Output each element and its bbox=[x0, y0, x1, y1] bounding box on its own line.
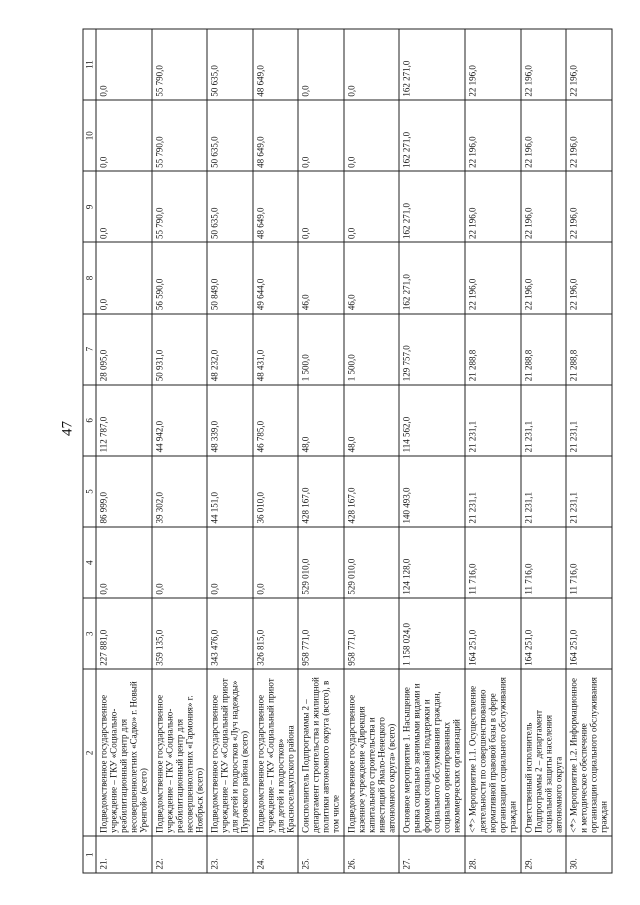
total-cell: 326 815,0 bbox=[252, 598, 298, 669]
year-cell: 48 649,0 bbox=[252, 100, 298, 171]
row-number-cell: 24. bbox=[252, 836, 298, 873]
table-row bbox=[207, 29, 253, 873]
header-cell: 11 bbox=[83, 29, 96, 100]
year-cell: 112 787,0 bbox=[96, 384, 152, 455]
total-cell: 164 251,0 bbox=[465, 598, 521, 669]
year-cell: 49 644,0 bbox=[252, 242, 298, 313]
year-cell: 21 231,1 bbox=[520, 455, 566, 526]
header-cell: 6 bbox=[83, 384, 96, 455]
year-cell: 50 635,0 bbox=[207, 100, 253, 171]
description-cell: Подведомственное государственное учреждение – ГКУ «Социальный приют для детей и подростков «Луч надежды» Пуровского района (всего) bbox=[207, 669, 253, 836]
year-cell: 22 196,0 bbox=[566, 171, 612, 242]
header-cell: 4 bbox=[83, 527, 96, 598]
year-cell: 48 649,0 bbox=[252, 171, 298, 242]
year-cell: 11 716,0 bbox=[520, 527, 566, 598]
year-cell: 22 196,0 bbox=[465, 100, 521, 171]
year-cell: 22 196,0 bbox=[520, 100, 566, 171]
header-cell: 10 bbox=[83, 100, 96, 171]
row-number-cell: 26. bbox=[343, 836, 399, 873]
year-cell: 0,0 bbox=[298, 171, 344, 242]
year-cell: 0,0 bbox=[298, 29, 344, 100]
year-cell: 11 716,0 bbox=[465, 527, 521, 598]
year-cell: 0,0 bbox=[96, 100, 152, 171]
description-cell: Подведомственное государственное учреждение – ГКУ «Социально-реабилитационный центр для несовершеннолетних «Гармония» г. Ноябрьск (всего) bbox=[151, 669, 207, 836]
year-cell: 22 196,0 bbox=[465, 29, 521, 100]
description-cell: <*> Мероприятие 1.2. Информационное и методическое обеспечение организации социального обслуживания граждан bbox=[566, 669, 612, 836]
description-cell: Соисполнитель Подпрограммы 2 – департамент строительства и жилищной политики автономного округа (всего), в том числе bbox=[298, 669, 344, 836]
table-row bbox=[399, 29, 465, 873]
table-row bbox=[252, 29, 298, 873]
year-cell: 22 196,0 bbox=[566, 242, 612, 313]
year-cell: 22 196,0 bbox=[520, 242, 566, 313]
header-cell: 9 bbox=[83, 171, 96, 242]
year-cell: 46 785,0 bbox=[252, 384, 298, 455]
year-cell: 22 196,0 bbox=[465, 171, 521, 242]
year-cell: 21 231,1 bbox=[465, 384, 521, 455]
year-cell: 162 271,0 bbox=[399, 171, 465, 242]
year-cell: 48 431,0 bbox=[252, 313, 298, 384]
year-cell: 44 942,0 bbox=[151, 384, 207, 455]
year-cell: 86 999,0 bbox=[96, 455, 152, 526]
year-cell: 48 649,0 bbox=[252, 29, 298, 100]
year-cell: 0,0 bbox=[343, 100, 399, 171]
year-cell: 21 288,8 bbox=[465, 313, 521, 384]
header-row bbox=[83, 29, 96, 873]
year-cell: 22 196,0 bbox=[520, 171, 566, 242]
year-cell: 1 500,0 bbox=[298, 313, 344, 384]
table-row bbox=[566, 29, 612, 873]
year-cell: 22 196,0 bbox=[465, 242, 521, 313]
year-cell: 0,0 bbox=[96, 242, 152, 313]
description-cell: Подведомственное государственное учреждение – ГКУ «Социально-реабилитационный центр для несовершеннолетних «Садко» г. Новый Уренгой» (всего) bbox=[96, 669, 152, 836]
year-cell: 55 790,0 bbox=[151, 29, 207, 100]
year-cell: 21 288,8 bbox=[520, 313, 566, 384]
year-cell: 162 271,0 bbox=[399, 29, 465, 100]
total-cell: 164 251,0 bbox=[520, 598, 566, 669]
year-cell: 129 757,0 bbox=[399, 313, 465, 384]
total-cell: 227 881,0 bbox=[96, 598, 152, 669]
year-cell: 0,0 bbox=[96, 527, 152, 598]
year-cell: 114 562,0 bbox=[399, 384, 465, 455]
year-cell: 0,0 bbox=[151, 527, 207, 598]
total-cell: 958 771,0 bbox=[343, 598, 399, 669]
year-cell: 46,0 bbox=[343, 242, 399, 313]
year-cell: 21 231,1 bbox=[465, 455, 521, 526]
year-cell: 21 288,8 bbox=[566, 313, 612, 384]
row-number-cell: 22. bbox=[151, 836, 207, 873]
rotated-table-frame bbox=[82, 28, 612, 873]
year-cell: 0,0 bbox=[343, 171, 399, 242]
row-number-cell: 30. bbox=[566, 836, 612, 873]
header-cell: 2 bbox=[83, 669, 96, 836]
year-cell: 44 151,0 bbox=[207, 455, 253, 526]
table-row bbox=[151, 29, 207, 873]
description-cell: Подведомственное государственное учреждение – ГКУ «Социальный приют для детей и подростков» Красноселькупского района bbox=[252, 669, 298, 836]
year-cell: 22 196,0 bbox=[520, 29, 566, 100]
year-cell: 22 196,0 bbox=[566, 100, 612, 171]
year-cell: 0,0 bbox=[343, 29, 399, 100]
total-cell: 164 251,0 bbox=[566, 598, 612, 669]
year-cell: 48 339,0 bbox=[207, 384, 253, 455]
year-cell: 56 590,0 bbox=[151, 242, 207, 313]
year-cell: 0,0 bbox=[252, 527, 298, 598]
year-cell: 140 493,0 bbox=[399, 455, 465, 526]
year-cell: 48,0 bbox=[298, 384, 344, 455]
year-cell: 21 231,1 bbox=[566, 384, 612, 455]
year-cell: 0,0 bbox=[96, 29, 152, 100]
total-cell: 1 158 024,0 bbox=[399, 598, 465, 669]
year-cell: 55 790,0 bbox=[151, 171, 207, 242]
table-row bbox=[465, 29, 521, 873]
row-number-cell: 27. bbox=[399, 836, 465, 873]
year-cell: 28 095,0 bbox=[96, 313, 152, 384]
row-number-cell: 23. bbox=[207, 836, 253, 873]
year-cell: 0,0 bbox=[96, 171, 152, 242]
year-cell: 39 302,0 bbox=[151, 455, 207, 526]
header-cell: 7 bbox=[83, 313, 96, 384]
year-cell: 50 635,0 bbox=[207, 171, 253, 242]
year-cell: 0,0 bbox=[207, 527, 253, 598]
page-number: 47 bbox=[59, 421, 76, 436]
table-row bbox=[520, 29, 566, 873]
row-number-cell: 29. bbox=[520, 836, 566, 873]
year-cell: 162 271,0 bbox=[399, 242, 465, 313]
year-cell: 46,0 bbox=[298, 242, 344, 313]
year-cell: 21 231,1 bbox=[566, 455, 612, 526]
year-cell: 48 232,0 bbox=[207, 313, 253, 384]
budget-table bbox=[82, 28, 612, 873]
total-cell: 359 135,0 bbox=[151, 598, 207, 669]
header-cell: 8 bbox=[83, 242, 96, 313]
year-cell: 428 167,0 bbox=[298, 455, 344, 526]
year-cell: 22 196,0 bbox=[566, 29, 612, 100]
year-cell: 0,0 bbox=[298, 100, 344, 171]
year-cell: 55 790,0 bbox=[151, 100, 207, 171]
description-cell: <*> Мероприятие 1.1. Осуществление деятельности по совершенствованию нормативной правовой базы в сфере организации социального обслуживания граждан bbox=[465, 669, 521, 836]
year-cell: 11 716,0 bbox=[566, 527, 612, 598]
total-cell: 958 771,0 bbox=[298, 598, 344, 669]
total-cell: 343 476,0 bbox=[207, 598, 253, 669]
year-cell: 428 167,0 bbox=[343, 455, 399, 526]
year-cell: 162 271,0 bbox=[399, 100, 465, 171]
year-cell: 36 010,0 bbox=[252, 455, 298, 526]
header-cell: 5 bbox=[83, 455, 96, 526]
year-cell: 50 635,0 bbox=[207, 29, 253, 100]
row-number-cell: 21. bbox=[96, 836, 152, 873]
table-row bbox=[343, 29, 399, 873]
year-cell: 50 931,0 bbox=[151, 313, 207, 384]
year-cell: 21 231,1 bbox=[520, 384, 566, 455]
description-cell: Подведомственное государственное казенное учреждение «Дирекция капитального строительства и инвестиций Ямало-Ненецкого автономного округа» (всего) bbox=[343, 669, 399, 836]
table-row bbox=[96, 29, 152, 873]
row-number-cell: 25. bbox=[298, 836, 344, 873]
year-cell: 1 500,0 bbox=[343, 313, 399, 384]
year-cell: 124 128,0 bbox=[399, 527, 465, 598]
header-cell: 1 bbox=[83, 836, 96, 873]
table-container bbox=[82, 28, 612, 873]
year-cell: 50 849,0 bbox=[207, 242, 253, 313]
description-cell: Ответственный исполнитель Подпрограммы 2 – департамент социальной защиты населения автономного округа bbox=[520, 669, 566, 836]
year-cell: 48,0 bbox=[343, 384, 399, 455]
year-cell: 529 010,0 bbox=[298, 527, 344, 598]
row-number-cell: 28. bbox=[465, 836, 521, 873]
description-cell: Основное мероприятие 1. Насыщение рынка социально значимыми видами и формами социальной поддержки и социального обслуживания граждан, социально ориентированных некоммерческих организаций bbox=[399, 669, 465, 836]
year-cell: 529 010,0 bbox=[343, 527, 399, 598]
header-cell: 3 bbox=[83, 598, 96, 669]
table-row bbox=[298, 29, 344, 873]
